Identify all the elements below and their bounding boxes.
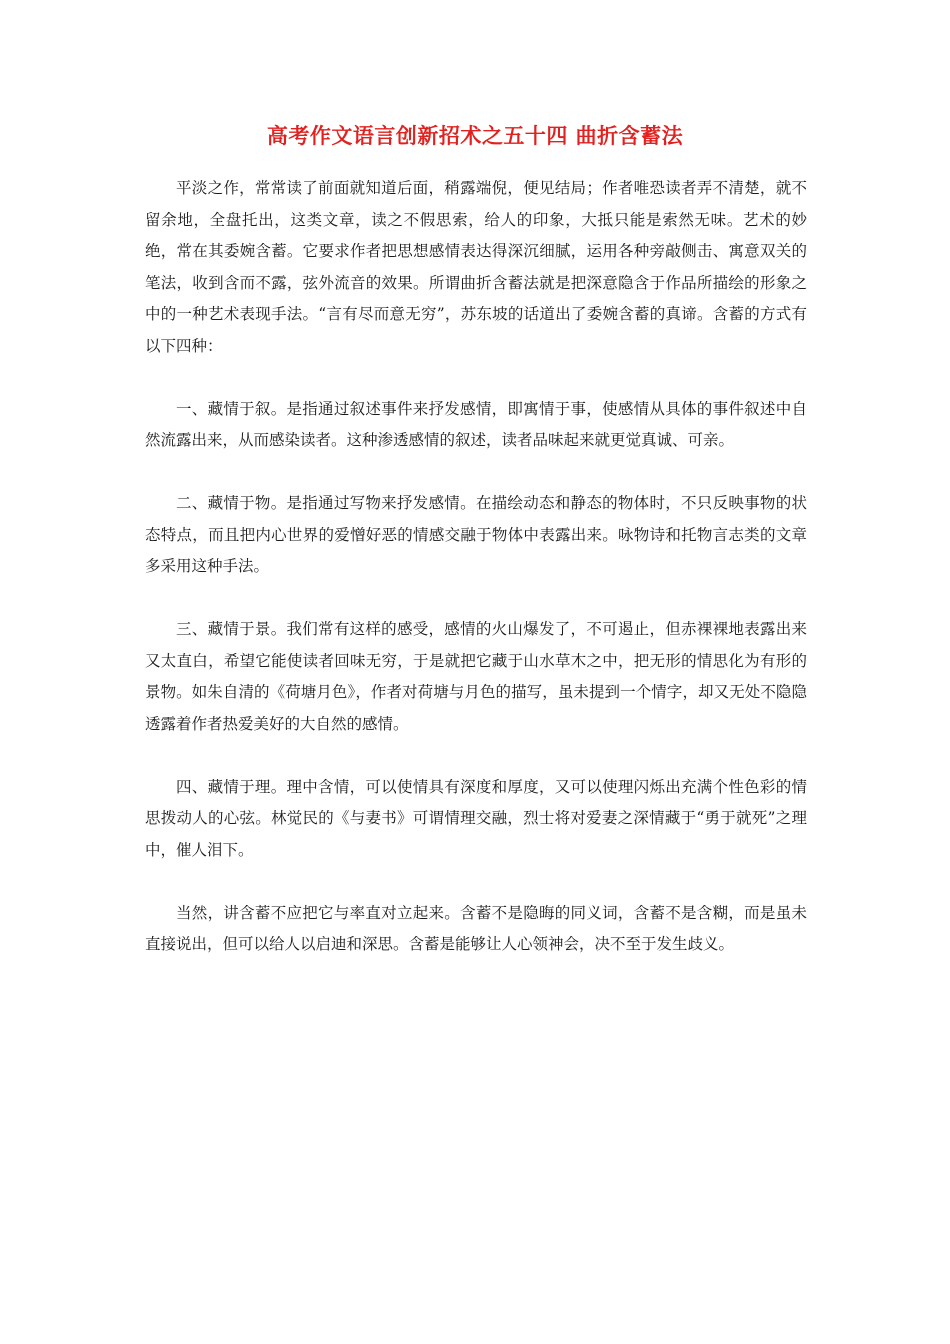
- paragraph-reason: 四、藏情于理。理中含情，可以使情具有深度和厚度，又可以使理闪烁出充满个性色彩的情思拨动人的心弦。林觉民的《与妻书》可谓情理交融，烈士将对爱妻之深情藏于“勇于就死”之理中，催人泪下。: [145, 777, 807, 859]
- paragraph-objects: 二、藏情于物。是指通过写物来抒发感情。在描绘动态和静态的物体时，不只反映事物的状态特点，而且把内心世界的爱憎好恶的情感交融于物体中表露出来。咏物诗和托物言志类的文章多采用这种手法。: [145, 494, 807, 575]
- paragraph-narration: 一、藏情于叙。是指通过叙述事件来抒发感情，即寓情于事，使感情从具体的事件叙述中自然流露出来，从而感染读者。这种渗透感情的叙述，读者品味起来就更觉真诚、可亲。: [145, 399, 807, 449]
- paragraph-intro: 平淡之作，常常读了前面就知道后面，稍露端倪，便见结局；作者唯恐读者弄不清楚，就不留余地，全盘托出，这类文章，读之不假思索，给人的印象，大抵只能是索然无味。艺术的妙绝，常在其委婉含蓄。它要求作者把思想感情表达得深沉细腻，运用各种旁敲侧击、寓意双关的笔法，收到含而不露，弦外流音的效果。所谓曲折含蓄法就是把深意隐含于作品所描绘的形象之中的一种艺术表现手法。“言有尽而意无穷”，苏东坡的话道出了委婉含蓄的真谛。含蓄的方式有以下四种：: [145, 179, 807, 355]
- document-body: [145, 173, 807, 961]
- paragraph-conclusion: 当然，讲含蓄不应把它与率直对立起来。含蓄不是隐晦的同义词，含蓄不是含糊，而是虽未直接说出，但可以给人以启迪和深思。含蓄是能够让人心领神会，决不至于发生歧义。: [145, 903, 807, 953]
- document-title: 高考作文语言创新招术之五十四 曲折含蓄法: [266, 123, 684, 148]
- paragraph-scenery: 三、藏情于景。我们常有这样的感受，感情的火山爆发了，不可遏止，但赤裸裸地表露出来又太直白，希望它能使读者回味无穷，于是就把它藏于山水草木之中，把无形的情思化为有形的景物。如朱自清的《荷塘月色》，作者对荷塘与月色的描写，虽未提到一个情字，却又无处不隐隐透露着作者热爱美好的大自然的感情。: [145, 620, 807, 733]
